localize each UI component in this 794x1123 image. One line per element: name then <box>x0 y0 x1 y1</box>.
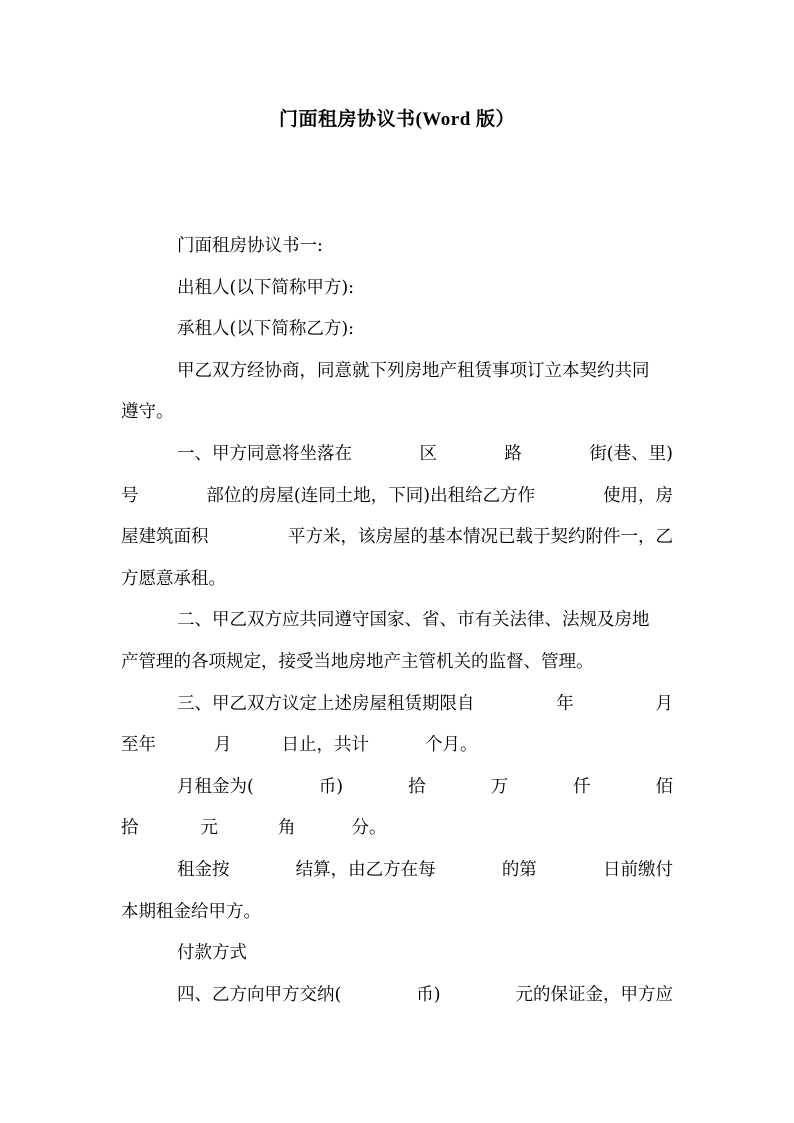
line-segment: 仟 <box>573 776 591 797</box>
document-line <box>121 767 673 809</box>
line-segment: 本期租金给甲方。 <box>121 901 261 922</box>
line-segment: 币) <box>318 776 344 797</box>
line-segment: 号 <box>121 485 139 506</box>
document-line <box>121 892 673 934</box>
document-line <box>121 268 673 310</box>
document-line <box>121 476 673 518</box>
document-line <box>121 600 673 642</box>
line-segment: 拾 <box>408 776 426 797</box>
line-segment: 甲乙双方经协商，同意就下列房地产租赁事项订立本契约共同 <box>177 360 650 381</box>
document-line <box>121 559 673 601</box>
line-segment: 租金按 <box>177 859 230 880</box>
line-segment: 元的保证金，甲方应 <box>515 984 673 1005</box>
line-segment: 一、甲方同意将坐落在 <box>177 443 352 464</box>
line-segment: 年 <box>556 693 574 714</box>
line-segment: 三、甲乙双方议定上述房屋租赁期限自 <box>177 693 475 714</box>
line-segment: 出租人(以下简称甲方): <box>177 277 355 298</box>
line-segment: 币) <box>416 984 441 1005</box>
line-segment: 方愿意承租。 <box>121 568 226 589</box>
document-line <box>121 725 673 767</box>
line-segment: 四、乙方向甲方交纳( <box>177 984 342 1005</box>
line-segment: 门面租房协议书一: <box>177 236 323 256</box>
document-body <box>121 226 673 1016</box>
document-line <box>121 434 673 476</box>
line-segment: 角 <box>278 818 296 839</box>
line-segment: 部位的房屋(连同土地，下同)出租给乙方作 <box>206 485 536 506</box>
document-line <box>121 309 673 351</box>
line-segment: 路 <box>504 443 522 464</box>
line-segment: 至年 <box>121 735 156 756</box>
line-segment: 屋建筑面积 <box>121 527 209 548</box>
line-segment: 元 <box>200 818 218 839</box>
line-segment: 付款方式 <box>177 943 247 964</box>
line-segment: 产管理的各项规定，接受当地房地产主管机关的监督、管理。 <box>121 651 594 672</box>
line-segment: 分。 <box>351 818 387 839</box>
line-segment: 拾 <box>121 818 139 839</box>
document-line <box>121 392 673 434</box>
line-segment: 万 <box>490 776 509 797</box>
line-segment: 月 <box>214 735 232 756</box>
line-segment: 月租金为( <box>177 776 254 797</box>
line-segment: 日止，共计 <box>281 735 369 756</box>
line-segment: 区 <box>419 443 437 464</box>
line-segment: 日前缴付 <box>602 859 673 880</box>
document-line <box>121 975 673 1017</box>
document-line <box>121 226 673 268</box>
document-line <box>121 850 673 892</box>
line-segment: 的第 <box>501 859 537 880</box>
document-line <box>121 351 673 393</box>
line-segment: 月 <box>655 693 673 714</box>
line-segment: 承租人(以下简称乙方): <box>177 319 355 340</box>
line-segment: 二、甲乙双方应共同遵守国家、省、市有关法律、法规及房地 <box>177 610 650 631</box>
line-segment: 平方米，该房屋的基本情况已载于契约附件一，乙 <box>288 527 673 548</box>
line-segment: 街(巷、里) <box>589 443 673 464</box>
line-segment: 佰 <box>655 776 673 797</box>
line-segment: 遵守。 <box>121 402 174 423</box>
document-line <box>121 684 673 726</box>
document-line <box>121 517 673 559</box>
line-segment: 使用，房 <box>603 485 673 506</box>
document-line <box>121 642 673 684</box>
document-line <box>121 808 673 850</box>
line-segment: 结算，由乙方在每 <box>295 859 436 880</box>
line-segment: 个月。 <box>425 735 478 756</box>
document-line <box>121 933 673 975</box>
document-title: 门面租房协议书(Word 版） <box>278 109 516 130</box>
